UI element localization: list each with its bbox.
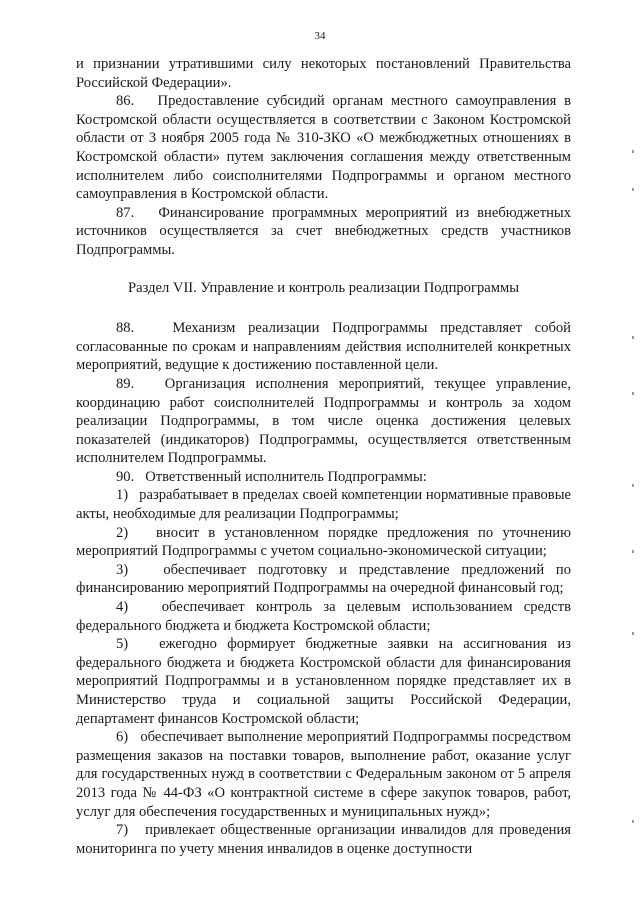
list-item-1: 1) разрабатывает в пределах своей компетенции нормативные правовые акты, необходимые для реализации Подпрограммы;: [76, 487, 571, 523]
paragraph-continuation: и признании утратившими силу некоторых постановлений Правительства Российской Федерации».: [76, 56, 571, 91]
paragraph-87: 87. Финансирование программных мероприятий из внебюджетных источников осуществляется за счет внебюджетных средств участников Подпрограммы.: [76, 204, 571, 258]
list-item-5: 5) ежегодно формирует бюджетные заявки на ассигнования из федерального бюджета и бюджета Костромской области для финансирования мероприятий Подпрограммы и в установленном порядке представляет их в Министерство труда и социальной защиты Российской Федерации, департамент финансов Костромской области;: [76, 636, 571, 727]
paragraph-86: 86. Предоставление субсидий органам местного самоуправления в Костромской области осуществляется в соответствии с Законом Костромской области от 3 ноября 2005 года № 310-ЗКО «О межбюджетных отношениях в Костромской области» путем заключения соглашения между ответственным исполнителем либо соисполнителями Подпрограммы и органом местного самоуправления в Костромской области.: [76, 93, 571, 203]
page-number: 34: [314, 30, 326, 42]
document-body: [76, 55, 571, 858]
paragraph-90: 90. Ответственный исполнитель Подпрограммы:: [116, 468, 427, 485]
scan-margin-mark: [632, 392, 634, 395]
paragraph-89: 89. Организация исполнения мероприятий, текущее управление, координацию работ соисполнителей Подпрограммы и контроль за ходом реализации Подпрограммы, в том числе оценка достижения целевых показателей (индикаторов) Подпрограммы, осуществляется ответственным исполнителем Подпрограммы.: [76, 375, 571, 467]
scan-margin-mark: [632, 820, 634, 823]
scan-margin-mark: [632, 484, 634, 487]
list-item-3: 3) обеспечивает подготовку и представление предложений по финансированию мероприятий Подпрограммы на очередной финансовый год;: [76, 561, 571, 597]
list-item-6: 6) обеспечивает выполнение мероприятий Подпрограммы посредством размещения заказов на поставки товаров, выполнение работ, оказание услуг для государственных нужд в соответствии с Федеральным законом от 5 апреля 2013 года № 44-ФЗ «О контрактной системе в сфере закупок товаров, работ, услуг для обеспечения государственных и муниципальных нужд»;: [76, 729, 571, 820]
section-heading: Раздел VII. Управление и контроль реализации Подпрограммы: [127, 279, 520, 296]
scan-margin-mark: [632, 150, 634, 153]
paragraph-88: 88. Механизм реализации Подпрограммы представляет собой согласованные по срокам и направлениям действия исполнителей конкретных мероприятий, ведущие к достижению поставленной цели.: [76, 320, 571, 374]
scan-margin-mark: [632, 336, 634, 339]
list-item-2: 2) вносит в установленном порядке предложения по уточнению мероприятий Подпрограммы с учетом социально-экономической ситуации;: [76, 524, 571, 560]
list-item-4: 4) обеспечивает контроль за целевым использованием средств федерального бюджета и бюджета Костромской области;: [76, 599, 571, 634]
list-item-7: 7) привлекает общественные организации инвалидов для проведения мониторинга по учету мнения инвалидов в оценке доступности: [76, 822, 571, 857]
scan-margin-mark: [632, 550, 634, 553]
scan-margin-mark: [632, 632, 634, 635]
scan-margin-mark: [632, 188, 634, 191]
